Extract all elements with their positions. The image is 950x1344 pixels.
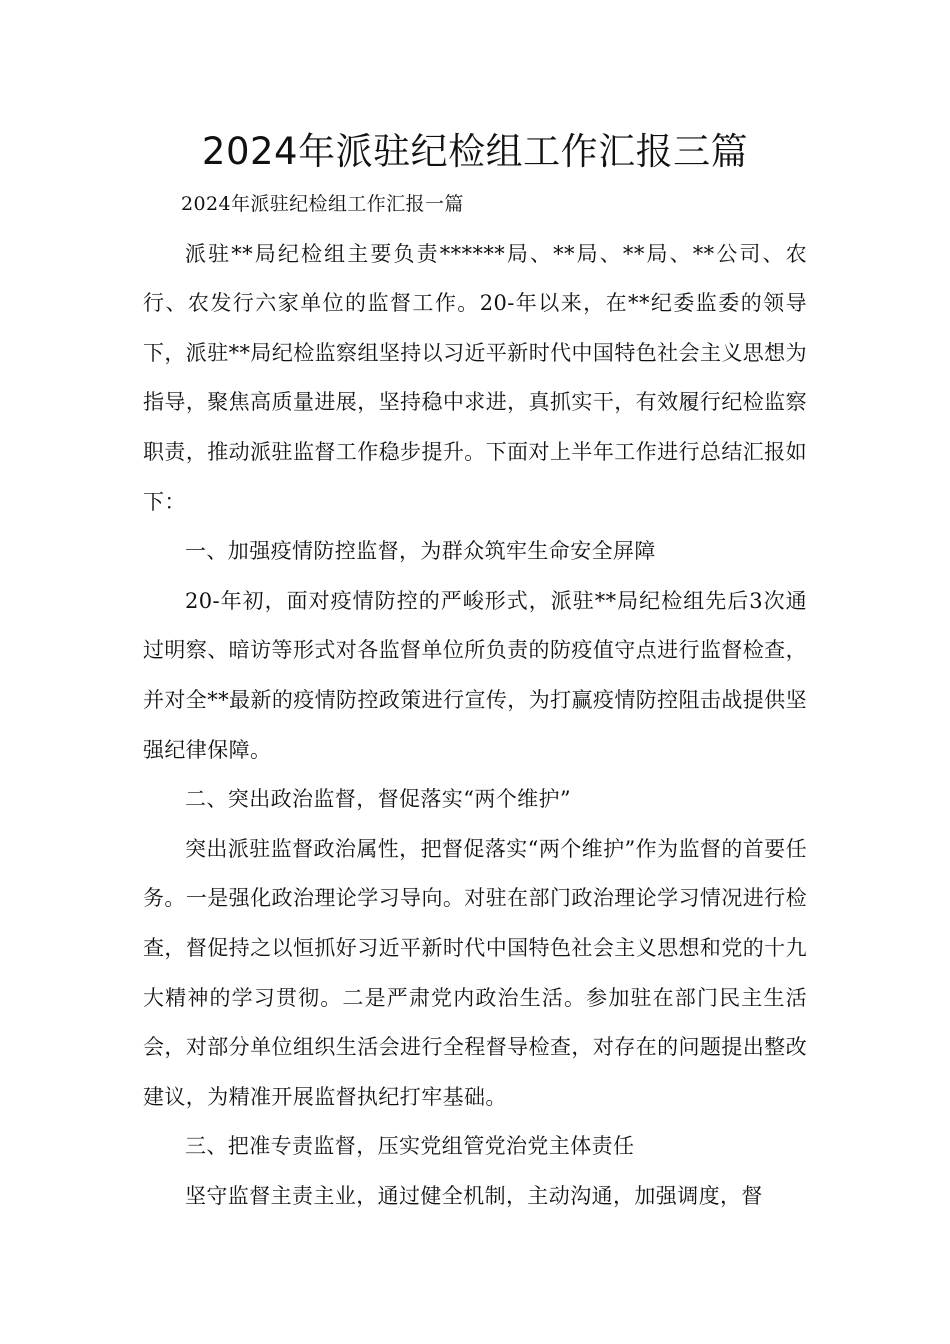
section-heading-1: 一、加强疫情防控监督，为群众筑牢生命安全屏障 (185, 539, 656, 564)
section-paragraph-1: 20-年初，面对疫情防控的严峻形式，派驻**局纪检组先后3次通过明察、暗访等形式对各监督单位所负责的防疫值守点进行监督检查，并对全**最新的疫情防控政策进行宣传，为打赢疫情防控阻击战提供坚强纪律保障。 (143, 588, 807, 762)
subtitle-paragraph: 2024年派驻纪检组工作汇报一篇 (181, 193, 464, 215)
intro-paragraph: 派驻**局纪检组主要负责******局、**局、**局、**公司、农行、农发行六家单位的监督工作。20-年以来，在**纪委监委的领导下，派驻**局纪检监察组坚持以习近平新时代中国特色社会主义思想为指导，聚焦高质量进展，坚持稳中求进，真抓实干，有效履行纪检监察职责，推动派驻监督工作稳步提升。下面对上半年工作进行总结汇报如下： (143, 241, 807, 514)
section-heading-2: 二、突出政治监督，督促落实“两个维护” (185, 787, 572, 812)
section-paragraph-2: 突出派驻监督政治属性，把督促落实“两个维护”作为监督的首要任务。一是强化政治理论学习导向。对驻在部门政治理论学习情况进行检查，督促持之以恒抓好习近平新时代中国特色社会主义思想和党的十九大精神的学习贯彻。二是严肃党内政治生活。参加驻在部门民主生活会，对部分单位组织生活会进行全程督导检查，对存在的问题提出整改建议，为精准开展监督执纪打牢基础。 (143, 836, 807, 1109)
section-paragraph-3: 坚守监督主责主业，通过健全机制，主动沟通，加强调度，督 (185, 1183, 763, 1208)
section-heading-3: 三、把准专责监督，压实党组管党治党主体责任 (185, 1134, 635, 1159)
document-body (143, 180, 807, 1221)
document-title: 2024年派驻纪检组工作汇报三篇 (201, 130, 749, 173)
